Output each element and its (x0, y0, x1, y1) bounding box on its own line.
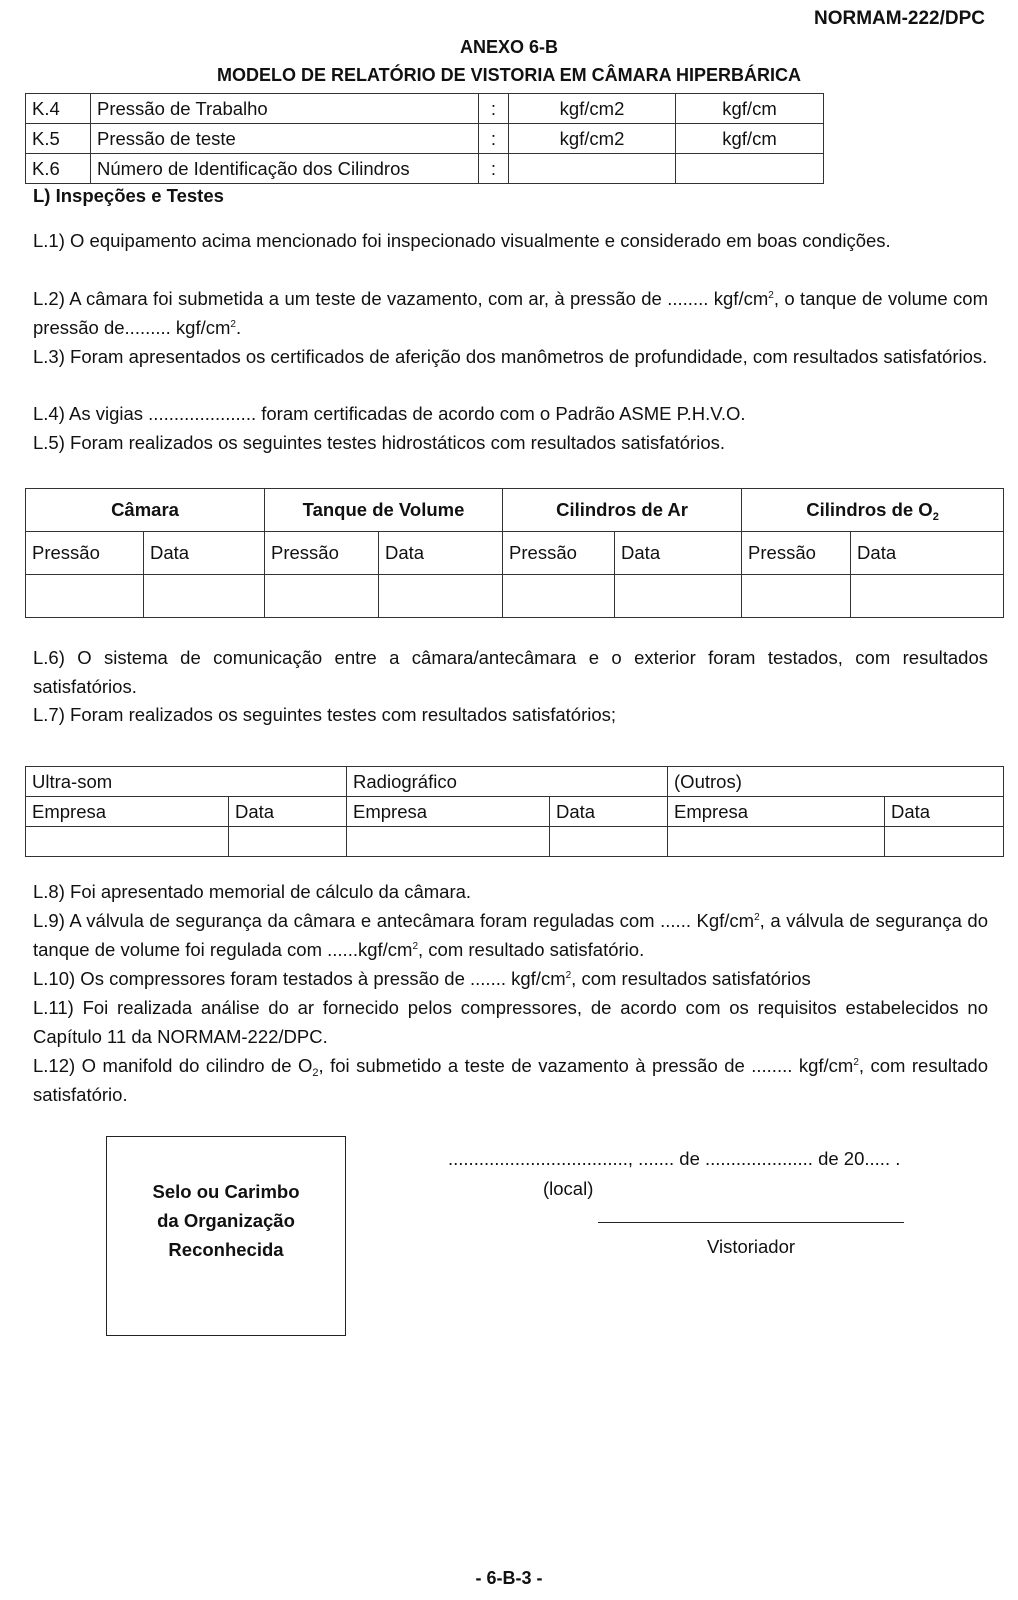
paragraph-l3: L.3) Foram apresentados os certificados de aferição dos manômetros de profundidade, com resultados satisfatórios. (33, 346, 988, 367)
stamp-caption-line: Reconhecida (168, 1239, 284, 1260)
report-title: MODELO DE RELATÓRIO DE VISTORIA EM CÂMARA HIPERBÁRICA (216, 65, 801, 85)
table-row (26, 827, 1004, 857)
column-header: Data (885, 797, 1004, 827)
place-date-line[interactable]: ..................................., ....... de ..................... de 20..... . (448, 1148, 901, 1169)
unit-field[interactable]: kgf/cm2 (509, 94, 676, 124)
annex-title: ANEXO 6-B (459, 37, 558, 57)
paragraph-l6: L.6) O sistema de comunicação entre a câmara/antecâmara e o exterior foram testados, com resultados satisfatórios. (33, 647, 988, 697)
local-label: (local) (543, 1178, 594, 1199)
column-header: Data (851, 532, 1004, 575)
row-separator: : (479, 124, 509, 154)
table-cell-empty[interactable] (379, 575, 503, 618)
page-number: - 6-B-3 - (475, 1568, 543, 1588)
column-header: Pressão (742, 532, 851, 575)
l10-text-a: L.10) Os compressores foram testados à pressão de ....... kgf/cm (33, 968, 566, 989)
paragraph-l11: L.11) Foi realizada análise do ar fornecido pelos compressores, de acordo com os requisitos estabelecidos no Capítulo 11 da NORMAM-222/DPC. (33, 997, 988, 1047)
column-header: Empresa (26, 797, 229, 827)
table-row (26, 767, 1004, 797)
column-group-header: Câmara (26, 489, 265, 532)
hydrostatic-tests-table (25, 488, 1004, 618)
unit-field[interactable]: kgf/cm (676, 124, 824, 154)
superscript: 2 (853, 1057, 859, 1068)
row-label: Pressão de teste (91, 124, 479, 154)
paragraph-l2 (33, 284, 988, 342)
paragraph-l5: L.5) Foram realizados os seguintes testes hidrostáticos com resultados satisfatórios. (33, 432, 726, 453)
table-cell-empty[interactable] (144, 575, 265, 618)
l12-text-b: , foi submetido a teste de vazamento à pressão de ........ kgf/cm (318, 1055, 854, 1076)
superscript: 2 (412, 941, 419, 952)
other-tests-table (25, 766, 1004, 857)
table-cell-empty[interactable] (229, 827, 347, 857)
column-header: Pressão (503, 532, 615, 575)
group-label: Cilindros de O (806, 499, 933, 520)
l12-text-a: L.12) O manifold do cilindro de O (33, 1055, 313, 1076)
unit-field[interactable] (509, 154, 676, 184)
row-separator: : (479, 154, 509, 184)
column-header: Empresa (668, 797, 885, 827)
section-heading: L) Inspeções e Testes (33, 185, 224, 206)
paragraph-l12 (33, 1051, 988, 1109)
column-group-header (742, 489, 1004, 532)
row-id: K.4 (26, 94, 91, 124)
l9-text-c: , com resultado satisfatório. (418, 939, 645, 960)
table-cell-empty[interactable] (851, 575, 1004, 618)
table-row (26, 532, 1004, 575)
l9-text-b: , a válvula de segurança do tanque de volume foi regulada com ......kgf/cm (33, 910, 989, 960)
column-header: Empresa (347, 797, 550, 827)
table-row (26, 797, 1004, 827)
paragraph-l8: L.8) Foi apresentado memorial de cálculo da câmara. (33, 881, 472, 902)
superscript: 2 (768, 290, 774, 301)
table-row (26, 154, 824, 184)
column-header: Pressão (265, 532, 379, 575)
column-group-header: Ultra-som (26, 767, 347, 797)
unit-field[interactable] (676, 154, 824, 184)
table-cell-empty[interactable] (265, 575, 379, 618)
l2-text-a: L.2) A câmara foi submetida a um teste de vazamento, com ar, à pressão de ........ kgf/cm (33, 288, 769, 309)
column-group-header: Tanque de Volume (265, 489, 503, 532)
stamp-caption-line: da Organização (157, 1210, 295, 1231)
paragraph-l1: L.1) O equipamento acima mencionado foi inspecionado visualmente e considerado em boas condições. (33, 230, 891, 251)
table-cell-empty[interactable] (615, 575, 742, 618)
table-row (26, 94, 824, 124)
stamp-caption-line: Selo ou Carimbo (152, 1181, 300, 1202)
row-id: K.5 (26, 124, 91, 154)
inspector-label: Vistoriador (706, 1236, 796, 1257)
column-group-header: Radiográfico (347, 767, 668, 797)
table-cell-empty[interactable] (742, 575, 851, 618)
k-items-table (25, 93, 824, 184)
stamp-caption (107, 1177, 345, 1264)
row-label: Pressão de Trabalho (91, 94, 479, 124)
l9-text-a: L.9) A válvula de segurança da câmara e antecâmara foram reguladas com ...... Kgf/cm (33, 910, 755, 931)
column-header: Pressão (26, 532, 144, 575)
unit-field[interactable]: kgf/cm (676, 94, 824, 124)
table-cell-empty[interactable] (503, 575, 615, 618)
paragraph-l7: L.7) Foram realizados os seguintes testes com resultados satisfatórios; (33, 704, 617, 725)
l2-text-c: . (235, 317, 242, 338)
column-header: Data (615, 532, 742, 575)
subscript: 2 (312, 1067, 319, 1079)
row-separator: : (479, 94, 509, 124)
stamp-box (106, 1136, 346, 1336)
superscript: 2 (230, 319, 236, 330)
signature-line[interactable] (598, 1222, 904, 1223)
table-row (26, 489, 1004, 532)
row-id: K.6 (26, 154, 91, 184)
l10-text-b: , com resultados satisfatórios (571, 968, 811, 989)
table-cell-empty[interactable] (26, 827, 229, 857)
paragraph-l10 (33, 964, 988, 993)
column-header: Data (229, 797, 347, 827)
table-cell-empty[interactable] (347, 827, 550, 857)
table-cell-empty[interactable] (668, 827, 885, 857)
l2-text-b: , o tanque de volume com pressão de......... kgf/cm (33, 288, 988, 338)
l12-text-c: , com resultado satisfatório. (33, 1055, 988, 1105)
subscript: 2 (932, 511, 939, 523)
table-row (26, 124, 824, 154)
paragraph-l9 (33, 906, 988, 964)
column-header: Data (144, 532, 265, 575)
superscript: 2 (754, 912, 760, 923)
table-cell-empty[interactable] (885, 827, 1004, 857)
table-cell-empty[interactable] (550, 827, 668, 857)
column-group-header: Cilindros de Ar (503, 489, 742, 532)
table-cell-empty[interactable] (26, 575, 144, 618)
superscript: 2 (565, 970, 572, 981)
paragraph-l4: L.4) As vigias ..................... foram certificadas de acordo com o Padrão ASME P.H.V.O. (33, 403, 746, 424)
column-header: Data (379, 532, 503, 575)
unit-field[interactable]: kgf/cm2 (509, 124, 676, 154)
column-header: Data (550, 797, 668, 827)
table-row (26, 575, 1004, 618)
column-group-header: (Outros) (668, 767, 1004, 797)
document-code: NORMAM-222/DPC (813, 8, 985, 29)
row-label: Número de Identificação dos Cilindros (91, 154, 479, 184)
